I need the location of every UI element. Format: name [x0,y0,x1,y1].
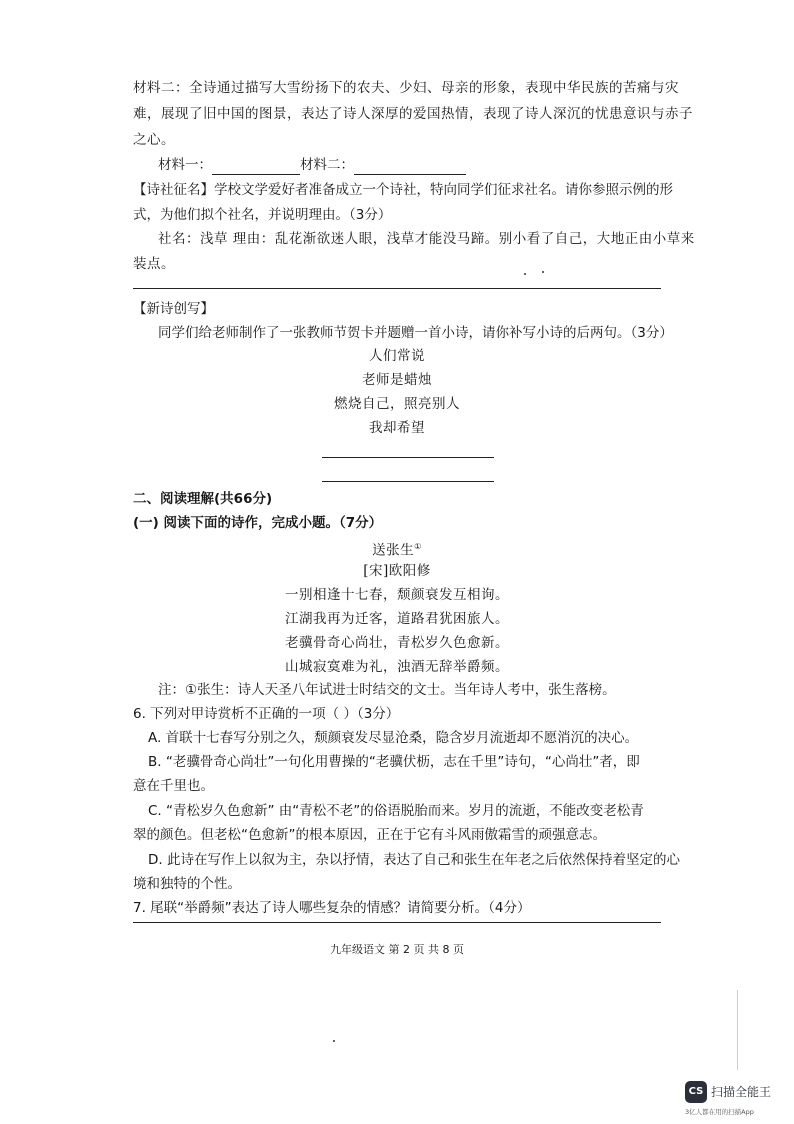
fill-label-2: 材料二： [300,157,354,173]
material2-line1: 材料二：全诗通过描写大雪纷扬下的农夫、少妇、母亲的形象，表现中华民族的苦痛与灾 [133,80,679,96]
club-example-line2: 装点。 [133,256,175,272]
poem-line-4: 我却希望 [369,420,425,436]
poem-answer-line-1[interactable] [322,457,494,458]
q6-option-c-line2: 翠的颜色。但老松“色愈新”的根本原因，正在于它有斗风雨傲霜雪的顽强意志。 [133,827,606,843]
classic-poem-line-3: 老骥骨奇心尚壮，青松岁久色愈新。 [285,635,509,651]
material2-line2: 难，展现了旧中国的图景，表达了诗人深厚的爱国热情，表现了诗人深沉的忧患意识与赤子 [133,106,693,122]
cs-logo-icon: CS [685,1081,707,1103]
note-mark: ① [414,542,422,551]
material-fill-row [158,155,466,175]
poem-answer-line-2[interactable] [322,481,494,482]
q6-option-b-line2: 意在千里也。 [133,778,214,794]
club-naming-line1: 【诗社征名】学校文学爱好者准备成立一个诗社，特向同学们征求社名。请你参照示例的形 [133,182,673,198]
q6-option-d-line2: 境和独特的个性。 [133,876,241,892]
q6-option-a: A. 首联十七春写分别之久，颓颜衰发尽显沧桑，隐含岁月流逝却不愿消沉的决心。 [148,730,639,746]
club-example-line1: 社名：浅草 理由：乱花渐欲迷人眼，浅草才能没马蹄。别小看了自己，大地正由小草来 [158,231,695,247]
q6-option-d-line1: D. 此诗在写作上以叙为主，杂以抒情，表达了自己和张生在年老之后依然保持着坚定的心 [148,852,680,868]
poem-line-1: 人们常说 [369,348,425,364]
q6-option-b-line1: B. “老骥骨奇心尚壮”一句化用曹操的“老骥伏枥，志在千里”诗句，“心尚壮”者，即 [148,754,640,770]
q6-option-c-line1: C. “青松岁久色愈新” 由“青松不老”的俗语脱胎而来。岁月的流逝，不能改变老松青 [148,803,644,819]
scan-edge [737,990,738,1070]
answer-blank-1[interactable] [212,160,300,175]
q6-stem: 6. 下列对甲诗赏析不正确的一项（ ）（3分） [133,706,400,722]
section2-heading: 二、阅读理解(共66分) [133,491,273,507]
classic-poem-line-2: 江湖我再为迁客，道路君犹困旅人。 [285,611,509,627]
scanner-watermark [685,1081,785,1121]
page-footer: 九年级语文 第 2 页 共 8 页 [330,943,464,956]
divider-bottom [133,922,661,923]
poem-author: [宋]欧阳修 [363,563,431,579]
answer-blank-2[interactable] [354,160,466,175]
poem-line-2: 老师是蜡烛 [362,372,432,388]
poem-line-3: 燃烧自己，照亮别人 [334,396,460,412]
classic-poem-line-4: 山城寂寞难为礼，浊酒无辞举爵频。 [285,659,509,675]
poem-title-text: 送张生 [372,542,415,559]
speck [542,271,544,273]
divider-top [133,288,661,289]
speck [333,1040,335,1042]
classic-poem-line-1: 一别相逢十七春，颓颜衰发互相询。 [285,587,509,603]
fill-label-1: 材料一： [158,157,212,173]
poem-note: 注：①张生：诗人天圣八年试进士时结交的文士。当年诗人考中，张生落榜。 [158,682,616,698]
new-poem-prompt: 同学们给老师制作了一张教师节贺卡并题赠一首小诗，请你补写小诗的后两句。（3分） [158,325,673,341]
watermark-name: 扫描全能王 [711,1085,772,1099]
poem-title [0,537,794,561]
watermark-subtitle: 3亿人都在用的扫描App [685,1108,754,1116]
speck [524,273,526,275]
new-poem-heading: 【新诗创写】 [133,301,214,317]
material2-line3: 之心。 [133,132,175,148]
q7-stem: 7. 尾联“举爵频”表达了诗人哪些复杂的情感？请简要分析。（4分） [133,900,531,916]
club-naming-line2: 式，为他们拟个社名，并说明理由。（3分） [133,207,392,223]
section2-part1: (一) 阅读下面的诗作，完成小题。（7分） [133,515,383,531]
